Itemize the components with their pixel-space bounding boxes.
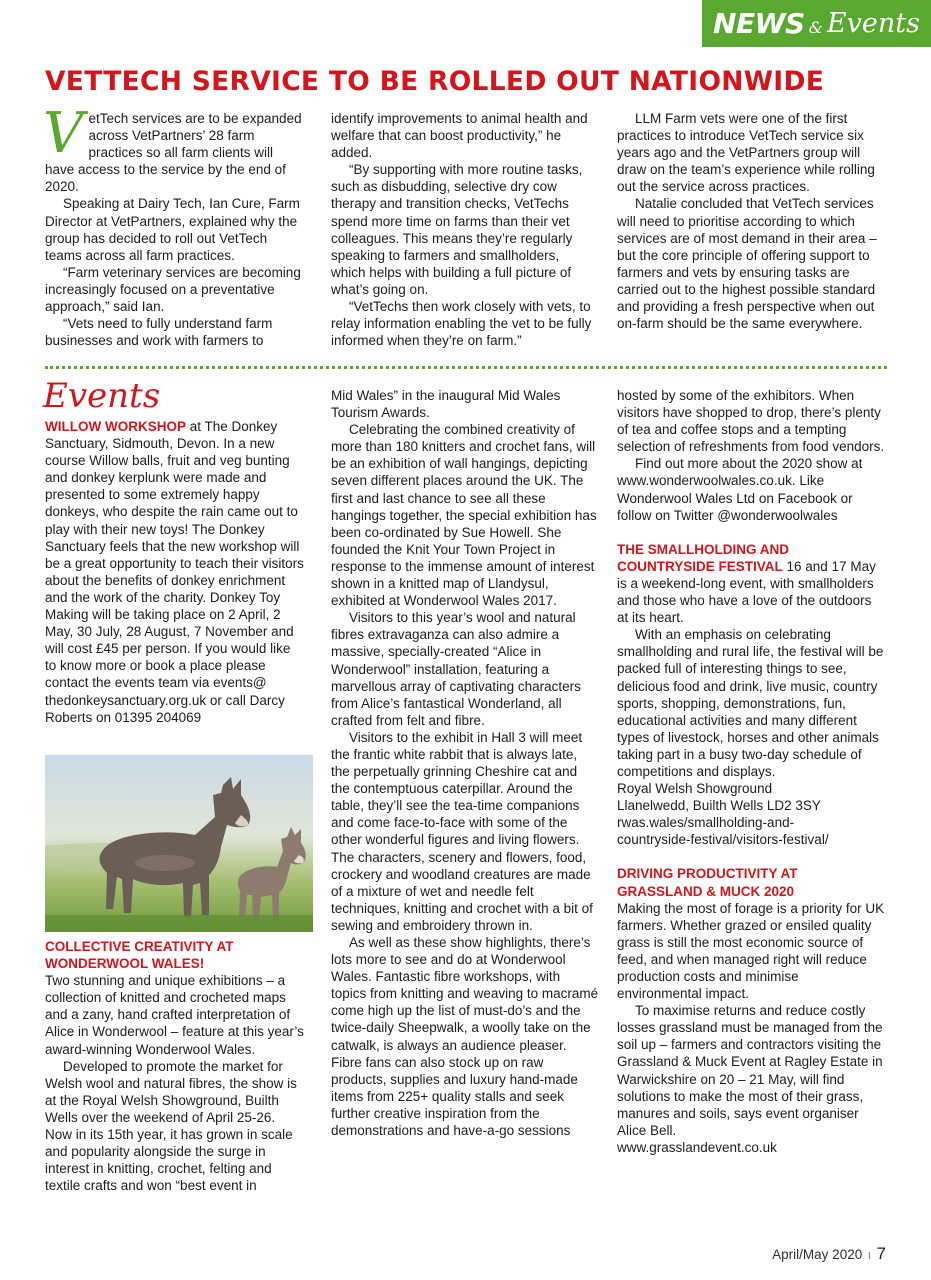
grassland-url: www.grasslandevent.co.uk [617,1139,777,1155]
issue-date: April/May 2020 [772,1247,863,1262]
article-column-1 [43,101,303,349]
event-paragraph: Two stunning and unique exhibitions – a collection of knitted and crocheted maps and a zany, hand crafted interpretation of Alice in Wonderwool – feature at this year’s award-winning Wonderwool Wales. [45,973,304,1057]
event-paragraph: Mid Wales” in the inaugural Mid Wales Tourism Awards. [331,388,561,421]
tab-news-label: NEWS [713,7,805,40]
article-column-3 [617,110,887,332]
wonderwool-heading: COLLECTIVE CREATIVITY AT WONDERWOOL WALES! [45,939,234,972]
article-paragraph: “Farm veterinary services are becoming increasingly focused on a preventative approach,” said Ian. [45,264,301,315]
page-footer [772,1244,886,1264]
page-number: 7 [876,1244,886,1263]
events-column-3 [617,387,885,1156]
smallholding-address-line: rwas.wales/smallholding-and- [617,815,795,831]
event-paragraph: Visitors to the exhibit in Hall 3 will meet the frantic white rabbit that is always late, the perpetually grinning Cheshire cat and the contemptuous caterpillar. Around the table, they’ll see the tea-time companions and come face-to-face with some of the other wonderful figures and living flowers. The characters, scenery and flowers, food, crockery and woodland creatures are made of a mixture of wet and needle felt techniques, knitting and crochet with a bit of sewing and embroidery thrown in. [331,729,593,933]
section-tab [702,0,931,47]
donkeys-photo [45,755,313,932]
smallholding-heading: THE SMALLHOLDING AND COUNTRYSIDE FESTIVAL [617,541,789,574]
event-paragraph: Celebrating the combined creativity of more than 180 knitters and crochet fans, will be an exhibition of wall hangings, depicting seven different places around the UK. The first and last chance to see all these hangings together, the special exhibition has been co-ordinated by Sue Howell. She founded the Knit Your Town Project in response to the immense amount of interest shown in a knitted map of Llandysul, exhibited at Wonderwool Wales 2017. [331,422,597,609]
event-paragraph: Find out more about the 2020 show at www.wonderwoolwales.co.uk. Like Wonderwool Wales Ltd on Facebook or follow on Twitter @wonderwoolwales [617,456,863,523]
article-column-2 [331,110,596,349]
wonderwool-item-col-2 [331,387,599,1139]
article-paragraph: Natalie concluded that VetTech services will need to prioritise according to which services are of most demand in their area – but the core principle of offering support to farmers and vets by ensuring tasks are carried out to the highest possible standard and providing a fresh perspective when out on-farm should be the same everywhere. [617,196,877,332]
article-paragraph: “Vets need to fully understand farm businesses and work with farmers to [45,316,273,349]
smallholding-address-line: countryside-festival/visitors-festival/ [617,832,829,848]
smallholding-intro: THE SMALLHOLDING AND COUNTRYSIDE FESTIVAL 16 and 17 May is a weekend-long event, with smallholders and those who have a love of the outdoors at its heart. [617,541,876,626]
event-paragraph: Making the most of forage is a priority for UK farmers. Whether grazed or ensiled quality grass is still the most economic source of feed, and when managed right will reduce production costs and minimise environmental impact. [617,900,885,1002]
event-paragraph: To maximise returns and reduce costly losses grassland must be managed from the soil up – farmers and contractors visiting the Grassland & Muck Event at Ragley Estate in Warwickshire on 20 – 21 May, will find solutions to make the most of their grass, manures and soils, says event organiser Alice Bell. [617,1003,883,1138]
wonderwool-item-col-1 [45,938,305,1194]
article-paragraph: “By supporting with more routine tasks, such as disbudding, selective dry cow therapy and transition checks, VetTechs spend more time on farms than their vet colleagues. This means they’re regularly speaking to farmers and smallholders, which helps with building a full picture of what’s going on. [331,162,583,297]
article-paragraph: LLM Farm vets were one of the first practices to introduce VetTech service six years ago and the VetPartners group will draw on the team’s experience while rolling out the service across practices. [617,111,875,195]
willow-workshop-item [45,418,305,726]
event-paragraph: With an emphasis on celebrating smallholding and rural life, the festival will be packed full of interesting things to see, delicious food and drink, live music, country sports, shopping, demonstrations, fun, educational activities and many different types of livestock, horses and other animals taking part in a busy two-day schedule of competitions and displays. [617,627,884,779]
article-paragraph: VetTech services are to be expanded across VetPartners’ 28 farm practices so all farm clients will have access to the service by the end of 2020. [43,101,302,195]
willow-workshop-text: at The Donkey Sanctuary, Sidmouth, Devon. In a new course Willow balls, fruit and veg bunting and donkey kerplunk were made and presented to some extremely happy donkeys, who despite the rain came out to play with their new toys! The Donkey Sanctuary feels that the new workshop will be a great opportunity to teach their visitors about the benefits of donkey enrichment and the work of the charity. Donkey Toy Making will be taking place on 2 April, 2 May, 30 July, 28 August, 7 November and will cost £45 per person. If you would like to know more or book a place please contact the events team via events@ thedonkeysanctuary.org.uk or call Darcy Roberts on 01395 204069 [45,419,304,725]
smallholding-address-line: Llanelwedd, Builth Wells LD2 3SY [617,798,821,814]
article-paragraph: identify improvements to animal health and welfare that can boost productivity,” he added. [331,111,588,161]
drop-cap: V [43,101,84,166]
footer-separator: I [867,1251,871,1262]
willow-workshop-heading: WILLOW WORKSHOP [45,419,186,434]
event-paragraph: As well as these show highlights, there’s lots more to see and do at Wonderwool Wales. Fantastic fibre workshops, with topics from knitting and weaving to macramé come high up the list of must-do’s and the twice-daily Sheepwalk, a woolly take on the catwalk, is always an audience pleaser. Fibre fans can also stock up on raw products, supplies and luxury hand-made items from 225+ quality stalls and seek further creative inspiration from the demonstrations and have-a-go sessions [331,935,599,1139]
smallholding-address-line: Royal Welsh Showground [617,781,773,797]
events-title: Events [43,376,161,416]
article-paragraph: Speaking at Dairy Tech, Ian Cure, Farm Director at VetPartners, explained why the group has decided to roll out VetTech teams across all farm practices. [45,196,300,263]
tab-ampersand: & [808,18,823,37]
event-paragraph: Developed to promote the market for Welsh wool and natural fibres, the show is at the Royal Welsh Showground, Builth Wells over the weekend of April 25-26. Now in its 15th year, it has grown in scale and popularity alongside the surge in interest in knitting, crochet, felting and textile crafts and won “best event in [45,1058,297,1194]
article-headline: VETTECH SERVICE TO BE ROLLED OUT NATIONWIDE [45,66,825,97]
grassland-heading: DRIVING PRODUCTIVITY AT GRASSLAND & MUCK 2020 [617,866,798,899]
section-divider [45,366,887,369]
event-paragraph: hosted by some of the exhibitors. When visitors have shopped to drop, there’s plenty of tea and coffee stops and a tempting selection of refreshments from food vendors. [617,388,885,455]
event-paragraph: Visitors to this year’s wool and natural fibres extravaganza can also admire a massive, specially-created “Alice in Wonderwool” installation, featuring a marvellous array of captivating characters from Alice’s fantastical Wonderland, all crafted from felt and fibre. [331,610,581,728]
article-paragraph: “VetTechs then work closely with vets, to relay information enabling the vet to be fully informed when they’re on farm.” [331,299,592,349]
tab-events-label: Events [826,8,920,39]
